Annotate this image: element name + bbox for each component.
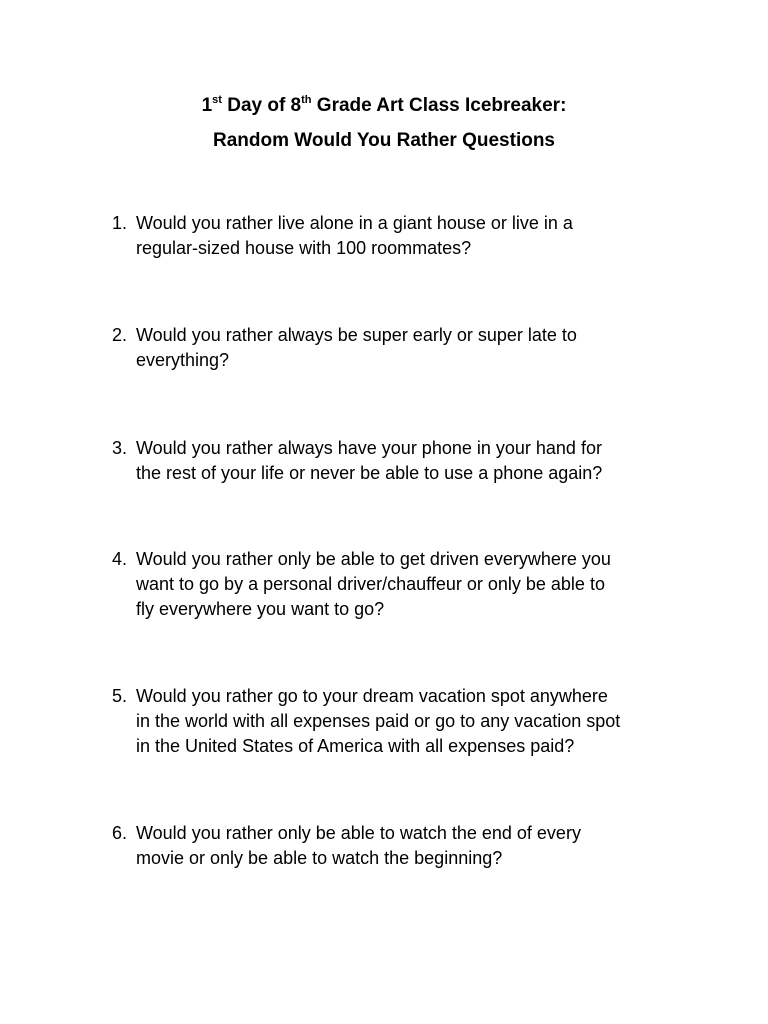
document-subtitle: Random Would You Rather Questions <box>212 130 556 151</box>
title-part-2: Day of 8 <box>221 95 302 116</box>
question-number: 2. <box>112 325 128 345</box>
question-text: Would you rather live alone in a giant house or live in a regular-sized house with 100 roommates? <box>136 213 573 258</box>
question-text: Would you rather always be super early or super late to everything? <box>136 325 577 370</box>
title-superscript-2: th <box>301 93 312 106</box>
title-part-1: 1 <box>201 95 213 116</box>
question-item-6 <box>112 821 712 871</box>
document-title <box>0 94 768 118</box>
question-number: 4. <box>112 549 128 569</box>
title-superscript-1: st <box>212 93 222 106</box>
question-item-3 <box>112 436 712 486</box>
question-item-2 <box>112 323 712 373</box>
question-text: Would you rather always have your phone in your hand for the rest of your life or never be able to use a phone again? <box>136 438 603 483</box>
title-part-3: Grade Art Class Icebreaker: <box>311 95 567 116</box>
question-number: 6. <box>112 823 128 843</box>
question-number: 1. <box>112 213 128 233</box>
question-number: 3. <box>112 438 128 458</box>
question-item-5 <box>112 684 712 759</box>
question-text: Would you rather go to your dream vacation spot anywhere in the world with all expenses paid or go to any vacation spot in the United States of America with all expenses paid? <box>136 686 621 756</box>
question-text: Would you rather only be able to get driven everywhere you want to go by a personal driver/chauffeur or only be able to fly everywhere you want to go? <box>136 549 611 619</box>
question-text: Would you rather only be able to watch the end of every movie or only be able to watch the beginning? <box>136 823 581 868</box>
question-item-1 <box>112 211 712 261</box>
question-item-4 <box>112 547 712 622</box>
question-number: 5. <box>112 686 128 706</box>
